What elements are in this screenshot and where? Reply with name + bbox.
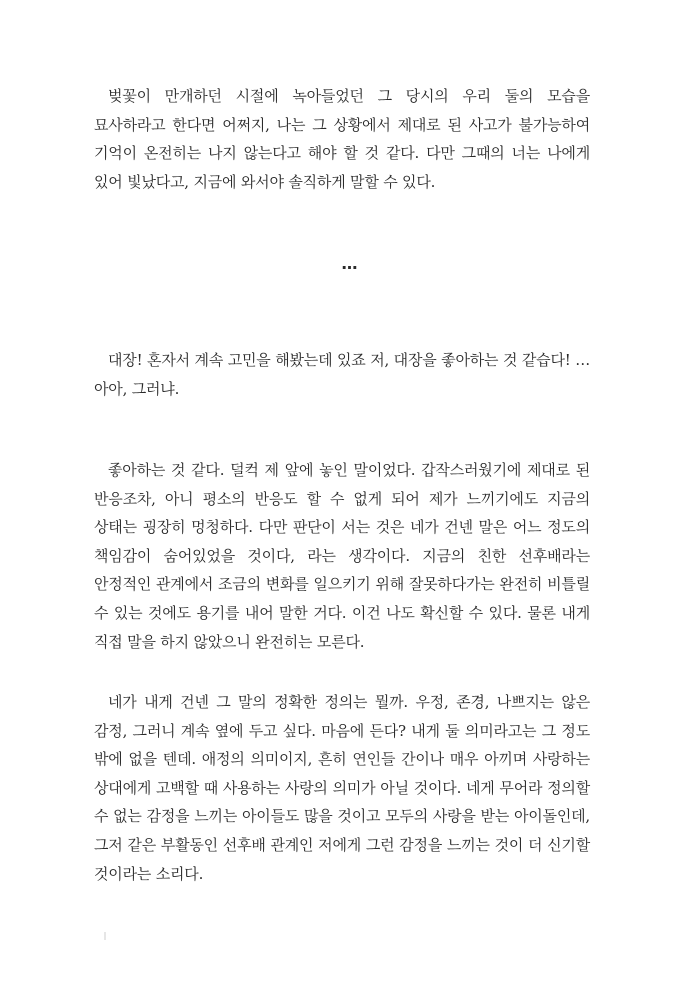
paragraph-confession-reflection: 좋아하는 것 같다. 덜컥 제 앞에 놓인 말이었다. 갑작스러웠기에 제대로 된 반응조차, 아니 평소의 반응도 할 수 없게 되어 제가 느끼기에도 지금의 상태는 굉장히 멍청하다. 다만 판단이 서는 것은 네가 건넨 말은 어느 정도의 책임감이 숨어있었을 것이다, 라는 생각이다. 지금의 친한 선후배라는 안정적인 관계에서 조금의 변화를 일으키기 위해 잘못하다가는 완전히 비틀릴 수 있는 것에도 용기를 내어 말한 거다. 이건 나도 확신할 수 있다. 물론 내게 직접 말을 하지 않았으니 완전히는 모른다. xyxy=(94,461,590,651)
section-separator: … xyxy=(341,254,359,273)
paragraph-meaning-of-words: 네가 내게 건넨 그 말의 정확한 정의는 뭘까. 우정, 존경, 나쁘지는 않은 감정, 그러니 계속 옆에 두고 싶다. 마음에 든다? 내게 둘 의미라고는 그 정도 밖에 없을 텐데. 애정의 의미이지, 흔히 연인들 간이나 매우 아끼며 사랑하는 상대에게 고백할 때 사용하는 사랑의 의미가 아닐 것이다. 네게 무어라 정의할 수 없는 감정을 느끼는 아이들도 많을 것이고 모두의 사랑을 받는 아이돌인데, 그저 같은 부활동인 선후배 관계인 저에게 그런 감정을 느끼는 것이 더 신기할 것이라는 소리다. xyxy=(94,693,590,883)
paragraph-dialogue: 대장! 혼자서 계속 고민을 해봤는데 있죠 저, 대장을 좋아하는 것 같습다! … 아아, 그러냐. xyxy=(94,351,590,398)
paragraph-cherry-blossom: 벚꽃이 만개하던 시절에 녹아들었던 그 당시의 우리 둘의 모습을 묘사하라고 한다면 어쩌지, 나는 그 상황에서 제대로 된 사고가 불가능하여 기억이 온전히는 나지 않는다고 해야 할 것 같다. 다만 그때의 너는 나에게 있어 빛났다고, 지금에 와서야 솔직하게 말할 수 있다. xyxy=(94,87,590,191)
scan-mark xyxy=(104,932,106,940)
